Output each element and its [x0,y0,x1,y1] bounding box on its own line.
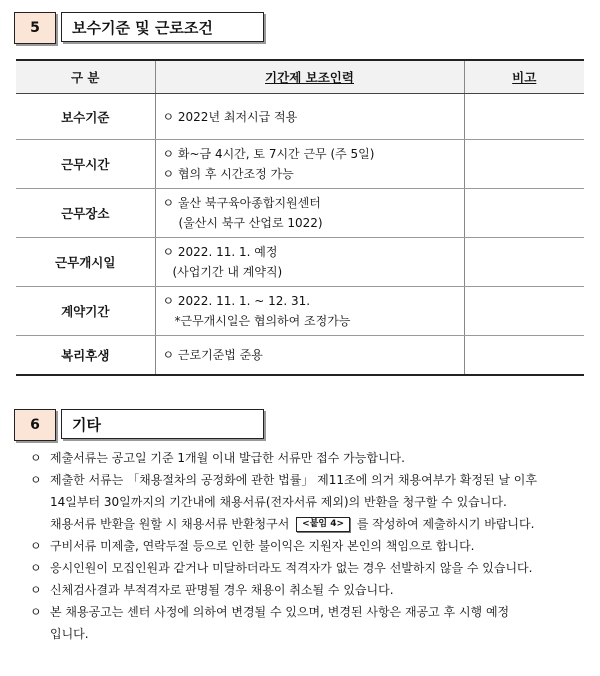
table-row [16,336,584,376]
attachment-badge: <붙임 4> [296,517,350,532]
row-content [155,287,464,336]
table-row [16,238,584,287]
list-item-text: 를 작성하여 제출하시기 바랍니다. [356,517,535,531]
list-item-text: 응시인원이 모집인원과 같거나 미달하더라도 적격자가 없는 경우 선발하지 않을 수 있습니다. [50,561,533,575]
row-content [155,336,464,376]
row-note [464,189,584,238]
row-line: ㅇ 협의 후 시간조정 가능 [162,167,294,181]
row-note [464,140,584,189]
section-number: 6 [14,409,56,441]
row-label: 복리후생 [16,336,155,376]
bullet-circle: ㅇ [30,451,42,465]
row-line: *근무개시일은 협의하여 조정가능 [174,314,351,328]
row-line: ㅇ 2022년 최저시급 적용 [162,109,298,124]
header-note [464,60,584,94]
list-item [30,557,590,579]
row-label: 근무개시일 [16,238,155,287]
section-title: 보수기준 및 근로조건 [61,12,264,42]
row-label: 보수기준 [16,94,155,140]
bullet-circle: ㅇ [30,605,42,619]
row-content [155,189,464,238]
section-5-header [14,12,266,44]
row-label: 근무시간 [16,140,155,189]
table-header-row [16,60,584,94]
work-conditions-table [16,59,584,376]
list-item [30,469,590,535]
notes-list [30,447,590,645]
list-item-text: 입니다. [50,627,89,641]
row-content [155,94,464,140]
list-item-text: 본 채용공고는 센터 사정에 의하여 변경될 수 있으며, 변경된 사항은 재공고 후 시행 예정 [50,605,510,619]
table-row [16,140,584,189]
list-item [30,579,590,601]
section-6-header [14,409,266,441]
bullet-circle: ㅇ [30,561,42,575]
header-note-label: 비고 [512,70,537,85]
list-item-extra [50,513,590,535]
list-item-text: 제출한 서류는 「채용절차의 공정화에 관한 법률」 제11조에 의거 채용여부가 확정된 날 이후 [50,473,537,487]
row-label: 근무장소 [16,189,155,238]
row-line: ㅇ 울산 북구육아종합지원센터 [162,196,321,210]
row-line: (사업기간 내 계약직) [172,265,283,279]
list-item-text: 14일부터 30일까지의 기간내에 채용서류(전자서류 제외)의 반환을 청구할 수 있습니다. [50,495,507,509]
header-category: 구 분 [16,60,155,94]
row-line: (울산시 북구 산업로 1022) [178,216,323,230]
row-line: ㅇ 화~금 4시간, 토 7시간 근무 (주 5일) [162,147,375,161]
row-note [464,94,584,140]
list-item-text: 제출서류는 공고일 기준 1개월 이내 발급한 서류만 접수 가능합니다. [50,451,405,465]
table-row [16,287,584,336]
header-position-label: 기간제 보조인력 [265,70,354,85]
row-line: ㅇ 2022. 11. 1. ~ 12. 31. [162,294,311,308]
bullet-circle: ㅇ [30,473,42,487]
row-line: ㅇ 2022. 11. 1. 예정 [162,245,278,259]
row-content [155,140,464,189]
header-position [155,60,464,94]
table-row [16,94,584,140]
section-number: 5 [14,12,56,44]
list-item [30,535,590,557]
row-line: ㅇ 근로기준법 준용 [162,348,263,362]
row-label: 계약기간 [16,287,155,336]
section-title: 기타 [61,409,264,439]
row-note [464,287,584,336]
bullet-circle: ㅇ [30,539,42,553]
table-row [16,189,584,238]
list-item-text: 채용서류 반환을 원할 시 채용서류 반환청구서 [50,517,290,531]
list-item [30,447,590,469]
row-note [464,336,584,376]
row-content [155,238,464,287]
list-item-text: 신체검사결과 부적격자로 판명될 경우 채용이 취소될 수 있습니다. [50,583,394,597]
list-item-text: 구비서류 미제출, 연락두절 등으로 인한 불이익은 지원자 본인의 책임으로 합니다. [50,539,475,553]
bullet-circle: ㅇ [30,583,42,597]
list-item [30,601,590,645]
row-note [464,238,584,287]
